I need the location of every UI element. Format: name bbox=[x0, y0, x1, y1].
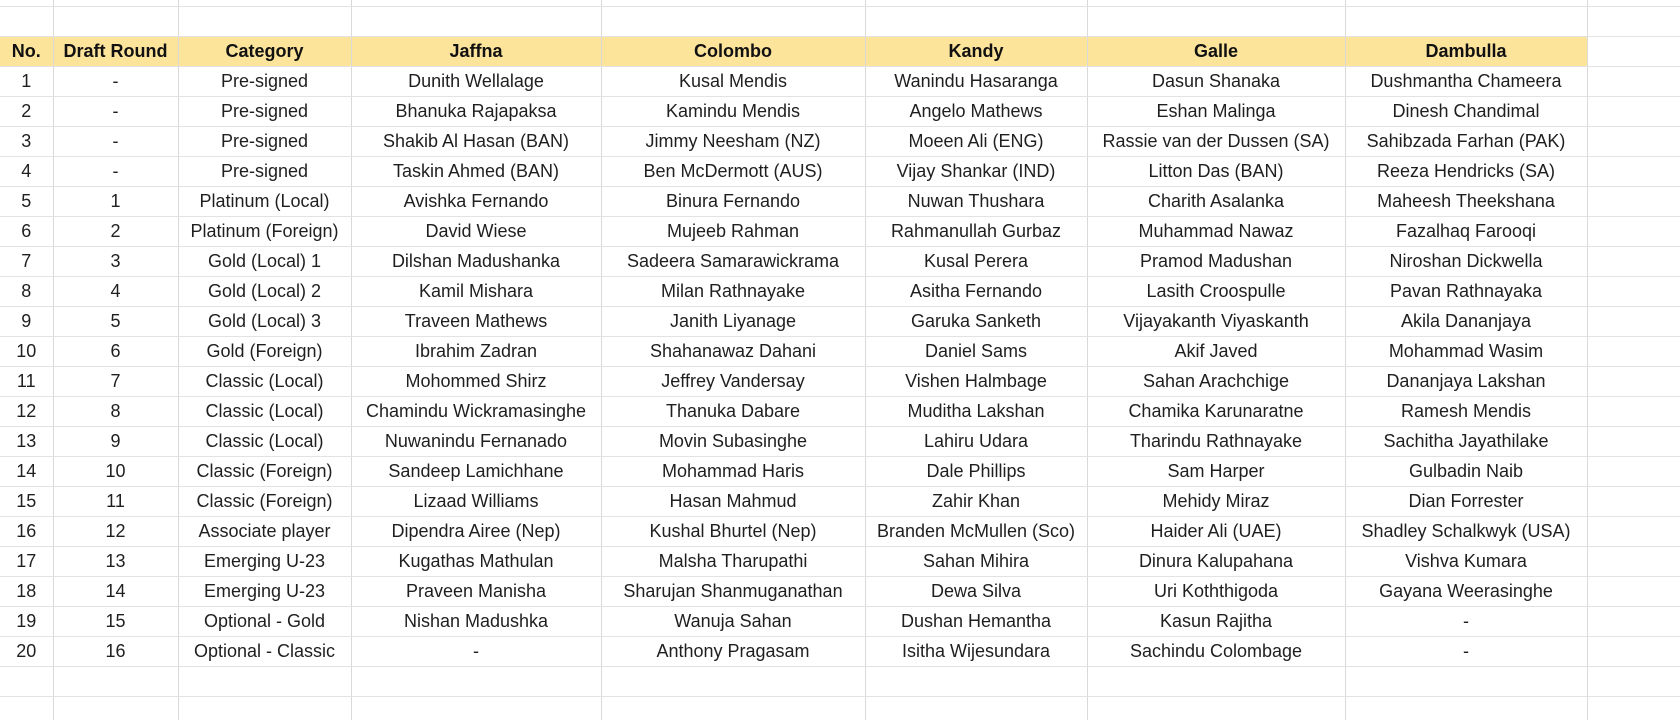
cell-colombo[interactable]: Milan Rathnayake bbox=[601, 276, 865, 306]
table-row bbox=[0, 216, 1680, 246]
header-row bbox=[0, 36, 1680, 66]
cell-draft-round[interactable]: 6 bbox=[53, 336, 178, 366]
cell[interactable] bbox=[1587, 36, 1680, 66]
cell-kandy[interactable]: Moeen Ali (ENG) bbox=[865, 126, 1087, 156]
cell-kandy[interactable]: Asitha Fernando bbox=[865, 276, 1087, 306]
cell-no[interactable]: 4 bbox=[0, 156, 53, 186]
cell[interactable] bbox=[1587, 456, 1680, 486]
cell-colombo[interactable]: Sharujan Shanmuganathan bbox=[601, 576, 865, 606]
table-row bbox=[0, 546, 1680, 576]
cell-category[interactable]: Emerging U-23 bbox=[178, 576, 351, 606]
cell[interactable] bbox=[1587, 156, 1680, 186]
cell-no[interactable]: 5 bbox=[0, 186, 53, 216]
table-row bbox=[0, 516, 1680, 546]
cell[interactable] bbox=[1587, 546, 1680, 576]
cell-galle[interactable]: Sahan Arachchige bbox=[1087, 366, 1345, 396]
cell[interactable] bbox=[1587, 66, 1680, 96]
table-row bbox=[0, 426, 1680, 456]
cell[interactable] bbox=[1587, 246, 1680, 276]
cell[interactable] bbox=[351, 6, 601, 36]
cell-jaffna[interactable]: Avishka Fernando bbox=[351, 186, 601, 216]
cell-colombo[interactable]: Mohammad Haris bbox=[601, 456, 865, 486]
cell-draft-round[interactable]: 5 bbox=[53, 306, 178, 336]
table-row bbox=[0, 186, 1680, 216]
cell[interactable] bbox=[351, 696, 601, 720]
cell-no[interactable]: 1 bbox=[0, 66, 53, 96]
cell-galle[interactable]: Vijayakanth Viyaskanth bbox=[1087, 306, 1345, 336]
cell-colombo[interactable]: Mujeeb Rahman bbox=[601, 216, 865, 246]
cell-category[interactable]: Classic (Foreign) bbox=[178, 456, 351, 486]
table-row bbox=[0, 66, 1680, 96]
cell[interactable] bbox=[1345, 6, 1587, 36]
cell-category[interactable]: Gold (Local) 3 bbox=[178, 306, 351, 336]
cell-jaffna[interactable]: Dipendra Airee (Nep) bbox=[351, 516, 601, 546]
cell-jaffna[interactable]: Kamil Mishara bbox=[351, 276, 601, 306]
cell-jaffna[interactable]: Taskin Ahmed (BAN) bbox=[351, 156, 601, 186]
cell-category[interactable]: Gold (Foreign) bbox=[178, 336, 351, 366]
cell[interactable] bbox=[865, 696, 1087, 720]
cell[interactable] bbox=[1587, 516, 1680, 546]
cell-jaffna[interactable]: Bhanuka Rajapaksa bbox=[351, 96, 601, 126]
cell-kandy[interactable]: Isitha Wijesundara bbox=[865, 636, 1087, 666]
cell-jaffna[interactable]: Praveen Manisha bbox=[351, 576, 601, 606]
cell[interactable] bbox=[865, 666, 1087, 696]
cell-kandy[interactable]: Kusal Perera bbox=[865, 246, 1087, 276]
cell-draft-round[interactable]: 3 bbox=[53, 246, 178, 276]
cell-dambulla[interactable]: Dananjaya Lakshan bbox=[1345, 366, 1587, 396]
cell-galle[interactable]: Akif Javed bbox=[1087, 336, 1345, 366]
cell-draft-round[interactable]: 10 bbox=[53, 456, 178, 486]
table-row bbox=[0, 606, 1680, 636]
cell-colombo[interactable]: Janith Liyanage bbox=[601, 306, 865, 336]
cell-dambulla[interactable]: - bbox=[1345, 606, 1587, 636]
cell-no[interactable]: 17 bbox=[0, 546, 53, 576]
cell[interactable] bbox=[0, 696, 53, 720]
table-row bbox=[0, 246, 1680, 276]
cell-dambulla[interactable]: Akila Dananjaya bbox=[1345, 306, 1587, 336]
cell-kandy[interactable]: Garuka Sanketh bbox=[865, 306, 1087, 336]
cell-jaffna[interactable]: Ibrahim Zadran bbox=[351, 336, 601, 366]
cell[interactable] bbox=[865, 6, 1087, 36]
cell-no[interactable]: 6 bbox=[0, 216, 53, 246]
header-cell-category[interactable]: Category bbox=[178, 36, 351, 66]
cell-colombo[interactable]: Malsha Tharupathi bbox=[601, 546, 865, 576]
cell-dambulla[interactable]: Sahibzada Farhan (PAK) bbox=[1345, 126, 1587, 156]
cell-colombo[interactable]: Sadeera Samarawickrama bbox=[601, 246, 865, 276]
cell-kandy[interactable]: Branden McMullen (Sco) bbox=[865, 516, 1087, 546]
cell-galle[interactable]: Chamika Karunaratne bbox=[1087, 396, 1345, 426]
cell-kandy[interactable]: Dushan Hemantha bbox=[865, 606, 1087, 636]
cell-draft-round[interactable]: 13 bbox=[53, 546, 178, 576]
cell-draft-round[interactable]: 14 bbox=[53, 576, 178, 606]
cell-galle[interactable]: Litton Das (BAN) bbox=[1087, 156, 1345, 186]
cell-category[interactable]: Optional - Classic bbox=[178, 636, 351, 666]
cell-dambulla[interactable]: Ramesh Mendis bbox=[1345, 396, 1587, 426]
cell[interactable] bbox=[351, 666, 601, 696]
cell[interactable] bbox=[178, 666, 351, 696]
cell[interactable] bbox=[0, 6, 53, 36]
cell[interactable] bbox=[1587, 426, 1680, 456]
cell-dambulla[interactable]: Dinesh Chandimal bbox=[1345, 96, 1587, 126]
blank-row bbox=[0, 6, 1680, 36]
cell-no[interactable]: 10 bbox=[0, 336, 53, 366]
cell-kandy[interactable]: Dewa Silva bbox=[865, 576, 1087, 606]
cell[interactable] bbox=[178, 696, 351, 720]
cell-colombo[interactable]: Binura Fernando bbox=[601, 186, 865, 216]
cell-galle[interactable]: Sachindu Colombage bbox=[1087, 636, 1345, 666]
header-cell-galle[interactable]: Galle bbox=[1087, 36, 1345, 66]
cell-category[interactable]: Classic (Local) bbox=[178, 426, 351, 456]
table-row bbox=[0, 336, 1680, 366]
cell-draft-round[interactable]: 2 bbox=[53, 216, 178, 246]
cell[interactable] bbox=[53, 666, 178, 696]
cell-category[interactable]: Emerging U-23 bbox=[178, 546, 351, 576]
cell[interactable] bbox=[0, 666, 53, 696]
cell-galle[interactable]: Kasun Rajitha bbox=[1087, 606, 1345, 636]
cell-kandy[interactable]: Zahir Khan bbox=[865, 486, 1087, 516]
cell-galle[interactable]: Pramod Madushan bbox=[1087, 246, 1345, 276]
cell-jaffna[interactable]: - bbox=[351, 636, 601, 666]
cell-draft-round[interactable]: 1 bbox=[53, 186, 178, 216]
cell-kandy[interactable]: Sahan Mihira bbox=[865, 546, 1087, 576]
cell-category[interactable]: Optional - Gold bbox=[178, 606, 351, 636]
cell-dambulla[interactable]: - bbox=[1345, 636, 1587, 666]
cell[interactable] bbox=[1587, 636, 1680, 666]
cell-galle[interactable]: Dasun Shanaka bbox=[1087, 66, 1345, 96]
table-row bbox=[0, 486, 1680, 516]
cell-colombo[interactable]: Jeffrey Vandersay bbox=[601, 366, 865, 396]
cell-no[interactable]: 16 bbox=[0, 516, 53, 546]
cell-kandy[interactable]: Nuwan Thushara bbox=[865, 186, 1087, 216]
cell-no[interactable]: 8 bbox=[0, 276, 53, 306]
cell-galle[interactable]: Sam Harper bbox=[1087, 456, 1345, 486]
cell-galle[interactable]: Tharindu Rathnayake bbox=[1087, 426, 1345, 456]
cell-dambulla[interactable]: Mohammad Wasim bbox=[1345, 336, 1587, 366]
table-row bbox=[0, 96, 1680, 126]
cell-kandy[interactable]: Vijay Shankar (IND) bbox=[865, 156, 1087, 186]
cell-dambulla[interactable]: Dushmantha Chameera bbox=[1345, 66, 1587, 96]
cell-no[interactable]: 20 bbox=[0, 636, 53, 666]
cell[interactable] bbox=[1587, 366, 1680, 396]
cell-jaffna[interactable]: David Wiese bbox=[351, 216, 601, 246]
blank-row bbox=[0, 666, 1680, 696]
cell-jaffna[interactable]: Dilshan Madushanka bbox=[351, 246, 601, 276]
cell[interactable] bbox=[1587, 276, 1680, 306]
cell-dambulla[interactable]: Sachitha Jayathilake bbox=[1345, 426, 1587, 456]
cell-kandy[interactable]: Muditha Lakshan bbox=[865, 396, 1087, 426]
cell-galle[interactable]: Muhammad Nawaz bbox=[1087, 216, 1345, 246]
cell-draft-round[interactable]: 4 bbox=[53, 276, 178, 306]
table-row bbox=[0, 576, 1680, 606]
cell-jaffna[interactable]: Lizaad Williams bbox=[351, 486, 601, 516]
cell-colombo[interactable]: Kushal Bhurtel (Nep) bbox=[601, 516, 865, 546]
cell[interactable] bbox=[1587, 126, 1680, 156]
cell-dambulla[interactable]: Vishva Kumara bbox=[1345, 546, 1587, 576]
cell[interactable] bbox=[53, 6, 178, 36]
cell[interactable] bbox=[1587, 486, 1680, 516]
cell-galle[interactable]: Eshan Malinga bbox=[1087, 96, 1345, 126]
cell-colombo[interactable]: Thanuka Dabare bbox=[601, 396, 865, 426]
cell-galle[interactable]: Charith Asalanka bbox=[1087, 186, 1345, 216]
table-row bbox=[0, 636, 1680, 666]
cell-draft-round[interactable]: - bbox=[53, 96, 178, 126]
cell[interactable] bbox=[1587, 216, 1680, 246]
cell-category[interactable]: Pre-signed bbox=[178, 156, 351, 186]
cell-no[interactable]: 14 bbox=[0, 456, 53, 486]
cell[interactable] bbox=[1587, 666, 1680, 696]
cell[interactable] bbox=[601, 6, 865, 36]
cell-no[interactable]: 19 bbox=[0, 606, 53, 636]
cell-dambulla[interactable]: Gulbadin Naib bbox=[1345, 456, 1587, 486]
cell-dambulla[interactable]: Niroshan Dickwella bbox=[1345, 246, 1587, 276]
cell-dambulla[interactable]: Reeza Hendricks (SA) bbox=[1345, 156, 1587, 186]
cell-kandy[interactable]: Lahiru Udara bbox=[865, 426, 1087, 456]
cell[interactable] bbox=[1587, 696, 1680, 720]
cell-draft-round[interactable]: 16 bbox=[53, 636, 178, 666]
cell[interactable] bbox=[1587, 576, 1680, 606]
cell[interactable] bbox=[1587, 396, 1680, 426]
table-row bbox=[0, 456, 1680, 486]
table-row bbox=[0, 156, 1680, 186]
cell-colombo[interactable]: Ben McDermott (AUS) bbox=[601, 156, 865, 186]
header-cell-jaffna[interactable]: Jaffna bbox=[351, 36, 601, 66]
cell-no[interactable]: 7 bbox=[0, 246, 53, 276]
table-row bbox=[0, 276, 1680, 306]
cell[interactable] bbox=[53, 696, 178, 720]
cell-galle[interactable]: Uri Koththigoda bbox=[1087, 576, 1345, 606]
cell-kandy[interactable]: Vishen Halmbage bbox=[865, 366, 1087, 396]
header-cell-draft-round[interactable]: Draft Round bbox=[53, 36, 178, 66]
cell-colombo[interactable]: Wanuja Sahan bbox=[601, 606, 865, 636]
cell-dambulla[interactable]: Maheesh Theekshana bbox=[1345, 186, 1587, 216]
cell-category[interactable]: Associate player bbox=[178, 516, 351, 546]
cell-category[interactable]: Pre-signed bbox=[178, 96, 351, 126]
cell-draft-round[interactable]: 11 bbox=[53, 486, 178, 516]
cell-colombo[interactable]: Kamindu Mendis bbox=[601, 96, 865, 126]
cell-draft-round[interactable]: - bbox=[53, 156, 178, 186]
cell[interactable] bbox=[1087, 666, 1345, 696]
cell-colombo[interactable]: Jimmy Neesham (NZ) bbox=[601, 126, 865, 156]
header-cell-colombo[interactable]: Colombo bbox=[601, 36, 865, 66]
cell[interactable] bbox=[178, 6, 351, 36]
cell-colombo[interactable]: Hasan Mahmud bbox=[601, 486, 865, 516]
cell-no[interactable]: 3 bbox=[0, 126, 53, 156]
header-cell-kandy[interactable]: Kandy bbox=[865, 36, 1087, 66]
cell-draft-round[interactable]: 9 bbox=[53, 426, 178, 456]
cell-kandy[interactable]: Wanindu Hasaranga bbox=[865, 66, 1087, 96]
cell-no[interactable]: 11 bbox=[0, 366, 53, 396]
cell-category[interactable]: Classic (Local) bbox=[178, 366, 351, 396]
cell-galle[interactable]: Rassie van der Dussen (SA) bbox=[1087, 126, 1345, 156]
cell-dambulla[interactable]: Gayana Weerasinghe bbox=[1345, 576, 1587, 606]
cell-no[interactable]: 15 bbox=[0, 486, 53, 516]
cell-colombo[interactable]: Shahanawaz Dahani bbox=[601, 336, 865, 366]
cell-no[interactable]: 12 bbox=[0, 396, 53, 426]
cell-jaffna[interactable]: Nuwanindu Fernanado bbox=[351, 426, 601, 456]
cell-draft-round[interactable]: - bbox=[53, 66, 178, 96]
blank-row bbox=[0, 696, 1680, 720]
table-row bbox=[0, 366, 1680, 396]
cell[interactable] bbox=[1587, 336, 1680, 366]
cell-kandy[interactable]: Daniel Sams bbox=[865, 336, 1087, 366]
cell[interactable] bbox=[1345, 696, 1587, 720]
cell-galle[interactable]: Mehidy Miraz bbox=[1087, 486, 1345, 516]
cell-no[interactable]: 9 bbox=[0, 306, 53, 336]
cell[interactable] bbox=[1587, 306, 1680, 336]
cell-jaffna[interactable]: Sandeep Lamichhane bbox=[351, 456, 601, 486]
cell[interactable] bbox=[1587, 186, 1680, 216]
cell-galle[interactable]: Haider Ali (UAE) bbox=[1087, 516, 1345, 546]
cell[interactable] bbox=[601, 696, 865, 720]
cell[interactable] bbox=[1587, 96, 1680, 126]
header-cell-dambulla[interactable]: Dambulla bbox=[1345, 36, 1587, 66]
cell-category[interactable]: Gold (Local) 2 bbox=[178, 276, 351, 306]
cell[interactable] bbox=[1087, 696, 1345, 720]
cell[interactable] bbox=[1587, 606, 1680, 636]
cell-category[interactable]: Pre-signed bbox=[178, 126, 351, 156]
cell-dambulla[interactable]: Pavan Rathnayaka bbox=[1345, 276, 1587, 306]
cell[interactable] bbox=[1587, 6, 1680, 36]
cell-category[interactable]: Classic (Local) bbox=[178, 396, 351, 426]
cell-jaffna[interactable]: Kugathas Mathulan bbox=[351, 546, 601, 576]
cell-colombo[interactable]: Anthony Pragasam bbox=[601, 636, 865, 666]
table-row bbox=[0, 126, 1680, 156]
cell-category[interactable]: Pre-signed bbox=[178, 66, 351, 96]
cell-kandy[interactable]: Angelo Mathews bbox=[865, 96, 1087, 126]
cell-draft-round[interactable]: 15 bbox=[53, 606, 178, 636]
cell-draft-round[interactable]: 8 bbox=[53, 396, 178, 426]
cell-no[interactable]: 2 bbox=[0, 96, 53, 126]
cell-category[interactable]: Platinum (Foreign) bbox=[178, 216, 351, 246]
cell-draft-round[interactable]: 12 bbox=[53, 516, 178, 546]
cell-category[interactable]: Gold (Local) 1 bbox=[178, 246, 351, 276]
cell-jaffna[interactable]: Chamindu Wickramasinghe bbox=[351, 396, 601, 426]
cell-kandy[interactable]: Rahmanullah Gurbaz bbox=[865, 216, 1087, 246]
cell[interactable] bbox=[1345, 666, 1587, 696]
table-row bbox=[0, 396, 1680, 426]
cell-category[interactable]: Platinum (Local) bbox=[178, 186, 351, 216]
cell-jaffna[interactable]: Nishan Madushka bbox=[351, 606, 601, 636]
cell-no[interactable]: 13 bbox=[0, 426, 53, 456]
table-row bbox=[0, 306, 1680, 336]
cell-dambulla[interactable]: Shadley Schalkwyk (USA) bbox=[1345, 516, 1587, 546]
cell[interactable] bbox=[601, 666, 865, 696]
cell-colombo[interactable]: Kusal Mendis bbox=[601, 66, 865, 96]
cell-galle[interactable]: Lasith Croospulle bbox=[1087, 276, 1345, 306]
cell-no[interactable]: 18 bbox=[0, 576, 53, 606]
cell-dambulla[interactable]: Dian Forrester bbox=[1345, 486, 1587, 516]
header-cell-no[interactable]: No. bbox=[0, 36, 53, 66]
cell-category[interactable]: Classic (Foreign) bbox=[178, 486, 351, 516]
cell-jaffna[interactable]: Shakib Al Hasan (BAN) bbox=[351, 126, 601, 156]
cell-draft-round[interactable]: - bbox=[53, 126, 178, 156]
cell-jaffna[interactable]: Traveen Mathews bbox=[351, 306, 601, 336]
cell-colombo[interactable]: Movin Subasinghe bbox=[601, 426, 865, 456]
cell-jaffna[interactable]: Mohommed Shirz bbox=[351, 366, 601, 396]
cell-jaffna[interactable]: Dunith Wellalage bbox=[351, 66, 601, 96]
cell-kandy[interactable]: Dale Phillips bbox=[865, 456, 1087, 486]
cell-dambulla[interactable]: Fazalhaq Farooqi bbox=[1345, 216, 1587, 246]
cell-galle[interactable]: Dinura Kalupahana bbox=[1087, 546, 1345, 576]
cell[interactable] bbox=[1087, 6, 1345, 36]
cell-draft-round[interactable]: 7 bbox=[53, 366, 178, 396]
